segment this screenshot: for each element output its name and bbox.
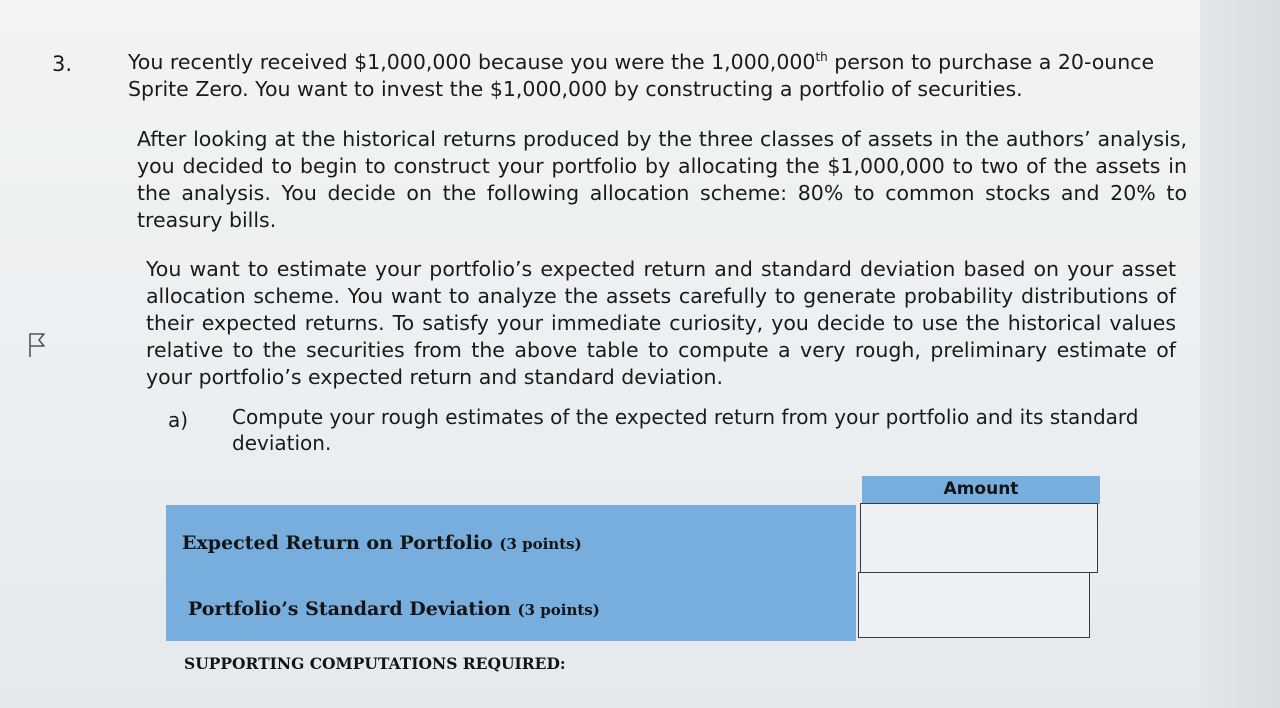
question-number: 3. — [52, 52, 73, 76]
question-intro — [128, 44, 1198, 103]
std-deviation-points: (3 points) — [517, 601, 600, 619]
flag-icon[interactable] — [24, 330, 50, 360]
allocation-paragraph: After looking at the historical returns produced by the three classes of assets in the authors’ analysis, you decided to begin to construct your portfolio by allocating the $1,000,000 to two of the assets in the analysis. You decide on the following allocation scheme: 80% to common stocks and 20% to treasury bills. — [137, 127, 1187, 232]
std-deviation-label — [188, 598, 600, 620]
intro-text-part2: person to purchase a 20-ounce Sprite Zero. You want to invest the $1,000,000 by constructing a portfolio of securities. — [128, 49, 1155, 101]
subquestion-label: a) — [168, 408, 189, 432]
estimate-paragraph: You want to estimate your portfolio’s expected return and standard deviation based on your asset allocation scheme. You want to analyze the assets carefully to generate probability distributions of their expected returns. To satisfy your immediate curiosity, you decide to use the historical values relative to the securities from the above table to compute a very rough, preliminary estimate of your portfolio’s expected return and standard deviation. — [146, 257, 1176, 389]
supporting-computations-heading: SUPPORTING COMPUTATIONS REQUIRED: — [184, 654, 566, 673]
intro-superscript: th — [815, 50, 828, 64]
expected-return-label — [182, 532, 582, 554]
expected-return-answer-box[interactable] — [860, 503, 1098, 573]
subquestion-text: Compute your rough estimates of the expected return from your portfolio and its standard deviation. — [232, 405, 1139, 455]
answer-table-label-area — [166, 505, 856, 641]
expected-return-text: Expected Return on Portfolio — [182, 532, 493, 554]
std-deviation-answer-box[interactable] — [858, 572, 1090, 638]
screen-bezel — [1200, 0, 1280, 708]
std-deviation-text: Portfolio’s Standard Deviation — [188, 598, 511, 620]
expected-return-points: (3 points) — [499, 535, 582, 553]
intro-text-part1: You recently received $1,000,000 because you were the 1,000,000 — [128, 49, 816, 74]
amount-column-header: Amount — [862, 476, 1100, 504]
